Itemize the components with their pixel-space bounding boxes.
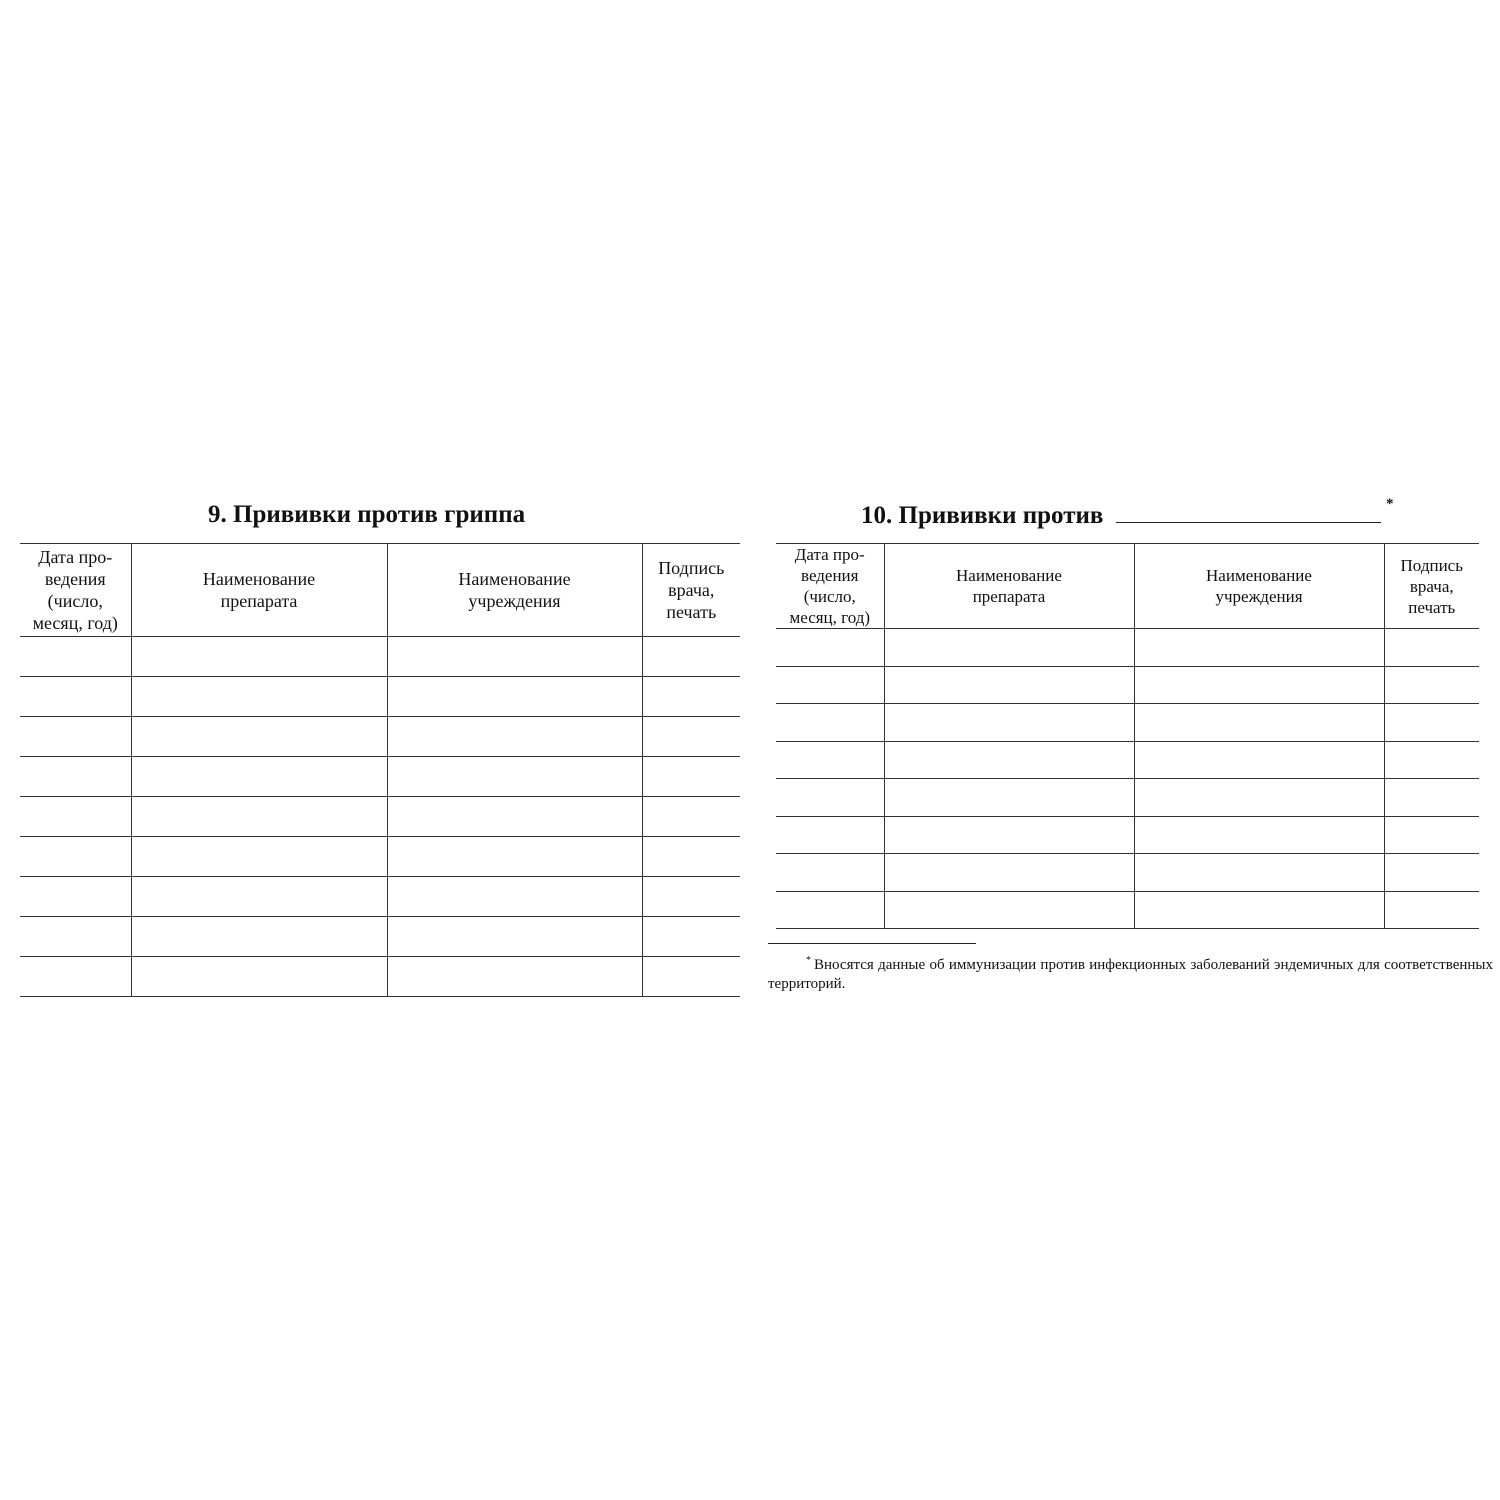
signature-cell[interactable] [642, 957, 740, 997]
table-body [20, 637, 740, 997]
other-vaccination-table [776, 543, 1479, 929]
institution-column-header: Наименование учреждения [1134, 544, 1384, 629]
table-row [20, 957, 740, 997]
table-row [20, 717, 740, 757]
table-row [20, 877, 740, 917]
date-cell[interactable] [776, 704, 884, 742]
drug-name-cell[interactable] [884, 704, 1134, 742]
table-row [776, 666, 1479, 704]
footnote-divider [768, 943, 976, 944]
institution-column-header: Наименование учреждения [387, 544, 642, 637]
footnote-marker: * [806, 955, 811, 966]
institution-cell[interactable] [1134, 816, 1384, 854]
signature-cell[interactable] [1384, 779, 1479, 817]
drug-name-cell[interactable] [131, 877, 387, 917]
signature-cell[interactable] [642, 837, 740, 877]
drug-name-cell[interactable] [884, 741, 1134, 779]
signature-column-header: Подпись врача, печать [1384, 544, 1479, 629]
table-row [776, 816, 1479, 854]
institution-cell[interactable] [387, 917, 642, 957]
drug-name-cell[interactable] [131, 837, 387, 877]
footnote-text: Вносятся данные об иммунизации против инфекционных заболеваний эндемичных для соответственных территорий. [768, 957, 1493, 992]
signature-cell[interactable] [642, 717, 740, 757]
drug-name-cell[interactable] [884, 891, 1134, 929]
signature-cell[interactable] [1384, 854, 1479, 892]
table-row [20, 677, 740, 717]
drug-name-cell[interactable] [131, 917, 387, 957]
institution-cell[interactable] [387, 717, 642, 757]
table-row [20, 797, 740, 837]
institution-cell[interactable] [387, 837, 642, 877]
signature-cell[interactable] [1384, 704, 1479, 742]
section-10-asterisk: * [1386, 496, 1394, 512]
signature-cell[interactable] [1384, 666, 1479, 704]
drug-name-cell[interactable] [131, 717, 387, 757]
section-9-title-text: 9. Прививки против гриппа [208, 501, 526, 528]
institution-cell[interactable] [387, 957, 642, 997]
section-10-blank-field[interactable] [1116, 500, 1381, 523]
date-cell[interactable] [776, 666, 884, 704]
institution-cell[interactable] [1134, 741, 1384, 779]
institution-cell[interactable] [1134, 891, 1384, 929]
drug-name-cell[interactable] [884, 779, 1134, 817]
signature-cell[interactable] [642, 757, 740, 797]
institution-cell[interactable] [387, 677, 642, 717]
section-10-title-text: 10. Прививки против [861, 502, 1104, 529]
institution-cell[interactable] [1134, 666, 1384, 704]
table-header-row [776, 544, 1479, 629]
signature-cell[interactable] [642, 637, 740, 677]
drug-name-cell[interactable] [131, 757, 387, 797]
signature-cell[interactable] [1384, 891, 1479, 929]
date-cell[interactable] [20, 877, 131, 917]
date-cell[interactable] [20, 637, 131, 677]
table-row [776, 741, 1479, 779]
signature-cell[interactable] [1384, 629, 1479, 667]
table-header-row [20, 544, 740, 637]
drug-name-cell[interactable] [884, 854, 1134, 892]
drug-name-cell[interactable] [884, 666, 1134, 704]
table-row [776, 629, 1479, 667]
drug-name-cell[interactable] [131, 957, 387, 997]
date-cell[interactable] [776, 816, 884, 854]
date-cell[interactable] [20, 757, 131, 797]
signature-column-header: Подпись врача, печать [642, 544, 740, 637]
table-row [20, 637, 740, 677]
date-cell[interactable] [776, 779, 884, 817]
date-cell[interactable] [20, 797, 131, 837]
flu-vaccination-table [20, 543, 740, 997]
drug-name-column-header: Наименование препарата [131, 544, 387, 637]
drug-name-cell[interactable] [131, 797, 387, 837]
table-row [20, 837, 740, 877]
date-column-header: Дата про- ведения (число, месяц, год) [20, 544, 131, 637]
drug-name-column-header: Наименование препарата [884, 544, 1134, 629]
table-body [776, 629, 1479, 929]
date-cell[interactable] [776, 741, 884, 779]
date-cell[interactable] [20, 957, 131, 997]
table-row [776, 704, 1479, 742]
signature-cell[interactable] [642, 917, 740, 957]
table-row [20, 757, 740, 797]
institution-cell[interactable] [387, 637, 642, 677]
date-cell[interactable] [776, 629, 884, 667]
drug-name-cell[interactable] [131, 637, 387, 677]
date-cell[interactable] [776, 891, 884, 929]
signature-cell[interactable] [642, 797, 740, 837]
table-row [20, 917, 740, 957]
drug-name-cell[interactable] [131, 677, 387, 717]
table-row [776, 779, 1479, 817]
section-9-title [208, 500, 525, 530]
drug-name-cell[interactable] [884, 629, 1134, 667]
section-10-title [861, 500, 1381, 531]
date-cell[interactable] [20, 917, 131, 957]
table-row [776, 891, 1479, 929]
institution-cell[interactable] [387, 757, 642, 797]
institution-cell[interactable] [1134, 629, 1384, 667]
signature-cell[interactable] [642, 877, 740, 917]
date-cell[interactable] [776, 854, 884, 892]
date-cell[interactable] [20, 717, 131, 757]
signature-cell[interactable] [1384, 816, 1479, 854]
footnote [768, 951, 1493, 994]
institution-cell[interactable] [1134, 854, 1384, 892]
table-row [776, 854, 1479, 892]
date-cell[interactable] [20, 677, 131, 717]
signature-cell[interactable] [1384, 741, 1479, 779]
date-column-header: Дата про- ведения (число, месяц, год) [776, 544, 884, 629]
drug-name-cell[interactable] [884, 816, 1134, 854]
signature-cell[interactable] [642, 677, 740, 717]
date-cell[interactable] [20, 837, 131, 877]
institution-cell[interactable] [1134, 779, 1384, 817]
institution-cell[interactable] [387, 797, 642, 837]
institution-cell[interactable] [387, 877, 642, 917]
institution-cell[interactable] [1134, 704, 1384, 742]
